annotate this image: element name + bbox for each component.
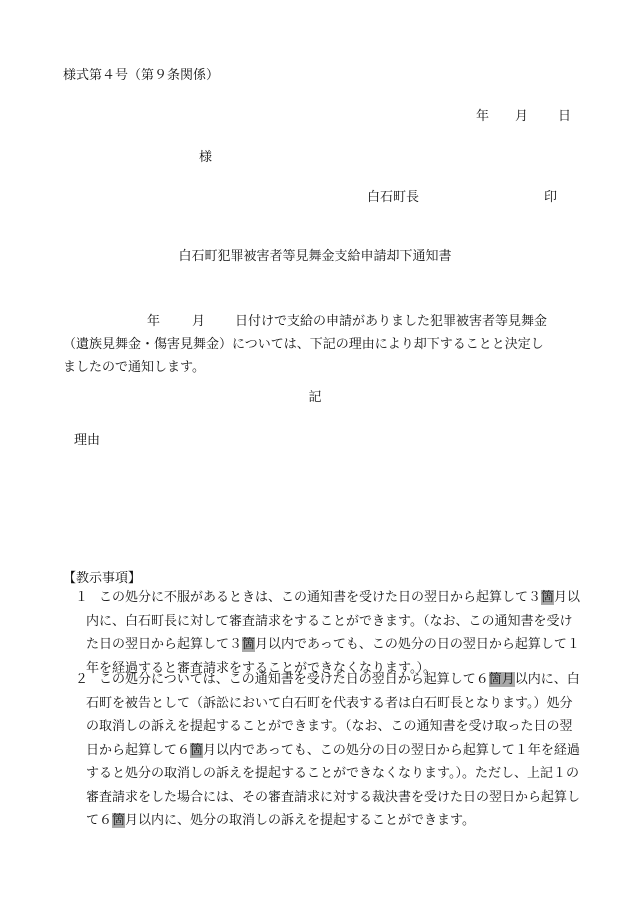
- highlighted-segment: 箇: [242, 637, 256, 652]
- body-line1-rest: 日付けで支給の申請がありました犯罪被害者等見舞金: [235, 314, 548, 329]
- body-year: 年: [147, 314, 161, 329]
- body-line-1: [63, 310, 575, 333]
- text-segment: 月以内に、白石町長に対して審査請求をすることができます。（なお、この通知書を受けた日の翌日から起算して３: [86, 590, 581, 652]
- highlighted-segment: 箇: [190, 742, 204, 758]
- notice-item-1: [63, 586, 583, 680]
- form-number: 様式第４号（第９条関係）: [63, 68, 220, 83]
- body-paragraph: [63, 310, 575, 379]
- text-segment: 月以内に、処分の取消しの訴えを提起することができます。: [125, 813, 475, 828]
- addressee-suffix: 様: [199, 150, 213, 165]
- body-line-2: （遺族見舞金・傷害見舞金）については、下記の理由により却下することと決定し: [63, 337, 544, 352]
- ki-heading: 記: [308, 390, 322, 405]
- document-title: 白石町犯罪被害者等見舞金支給申請却下通知書: [178, 249, 452, 264]
- text-segment: この処分に不服があるときは、この通知書を受けた日の翌日から起算して３: [99, 590, 542, 605]
- sender-name: 白石町長: [367, 190, 420, 205]
- reason-label: 理由: [74, 433, 101, 448]
- body-month: 月: [192, 314, 206, 329]
- seal-mark: 印: [544, 190, 558, 205]
- notice-heading: 【教示事項】: [63, 571, 142, 586]
- highlighted-segment: 箇: [112, 813, 126, 828]
- notice-item-2: [63, 668, 583, 833]
- notice-item-text: [63, 668, 583, 833]
- text-segment: 月以内であっても、この処分の日の翌日から起算して１年を経過すると処分の取消しの訴えを提起することができなくなります。）。ただし、上記１の審査請求をした場合には、その審査請求に対する裁決書を受けた日の翌日から起算して６: [86, 742, 581, 828]
- notice-item-number: ２: [75, 672, 89, 687]
- date-month-label: 月: [515, 109, 529, 124]
- date-day-label: 日: [558, 109, 572, 124]
- date-year-label: 年: [476, 109, 490, 124]
- notice-item-text: [63, 586, 583, 680]
- highlighted-segment: 箇月: [488, 672, 515, 687]
- body-line-3: ましたので通知します。: [63, 360, 205, 375]
- text-segment: この処分については、この通知書を受けた日の翌日から起算して６: [99, 672, 489, 687]
- notice-item-number: １: [75, 590, 89, 605]
- highlighted-segment: 箇: [541, 590, 555, 605]
- text-segment: 以内に、白石町を被告として（訴訟において白石町を代表する者は白石町長となります。）処分の取消しの訴えを提起することができます。（なお、この通知書を受け取った日の翌日から起算して６: [86, 672, 580, 758]
- text-segment: 月以内であっても、この処分の日の翌日から起算して１年を経過すると審査請求をすることができなくなります。）。: [86, 637, 580, 676]
